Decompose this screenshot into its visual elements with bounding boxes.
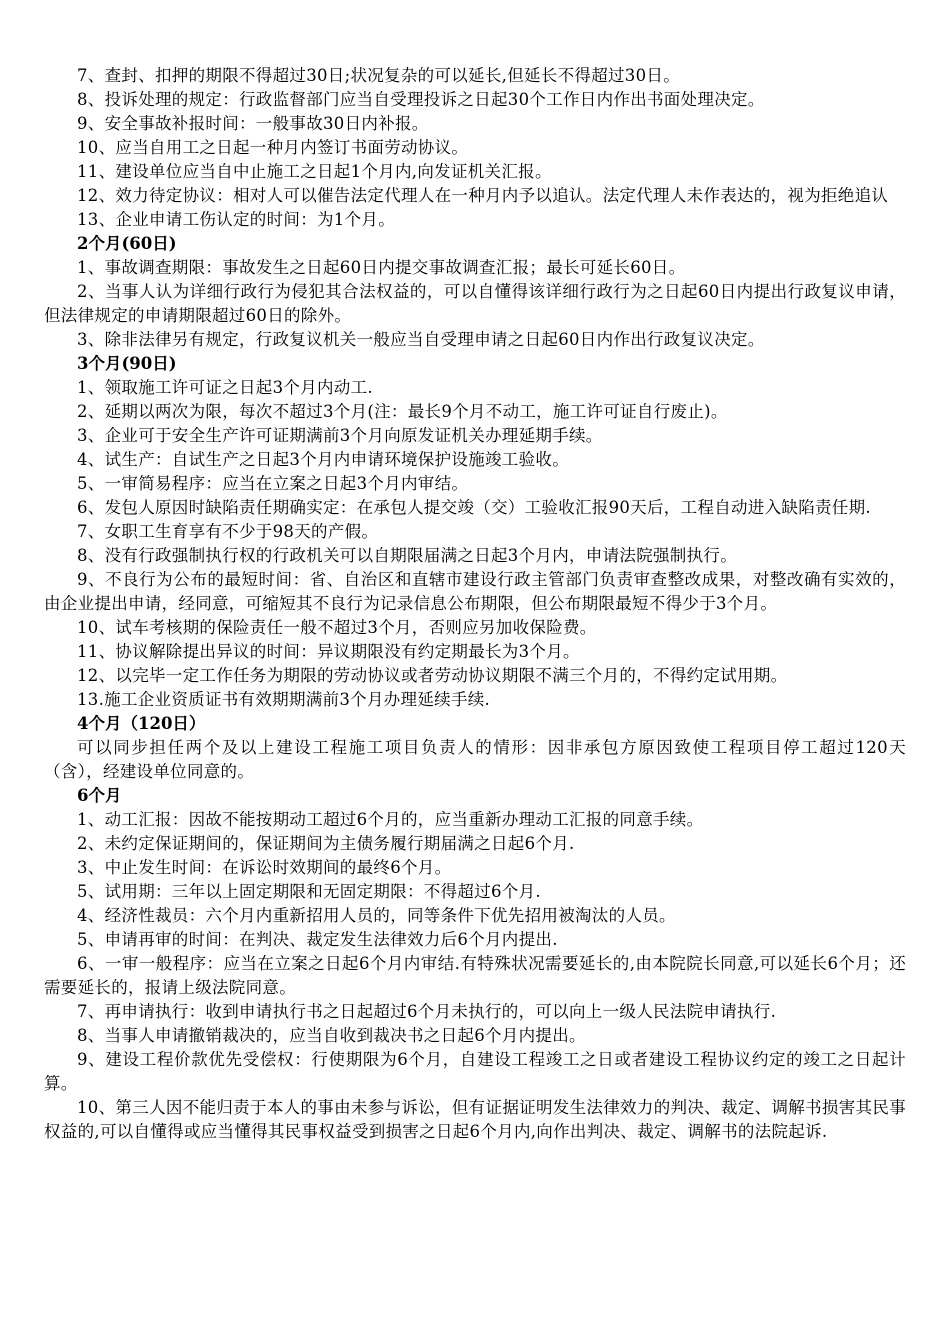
- document-paragraph: 1、领取施工许可证之日起3个月内动工.: [77, 378, 373, 397]
- document-paragraph: 10、试车考核期的保险责任一般不超过3个月，否则应另加收保险费。: [77, 618, 597, 637]
- section-heading: 4个月（120日）: [77, 714, 206, 733]
- section-heading: 6个月: [77, 786, 122, 805]
- document-paragraph: 13、企业申请工伤认定的时间：为1个月。: [77, 210, 395, 229]
- document-paragraph: 12、效力待定协议：相对人可以催告法定代理人在一种月内予以追认。法定代理人未作表达的，视为拒绝追认: [77, 186, 889, 205]
- document-paragraph: 8、投诉处理的规定：行政监督部门应当自受理投诉之日起30个工作日内作出书面处理决定。: [77, 90, 765, 109]
- document-paragraph: 9、安全事故补报时间：一般事故30日内补报。: [77, 114, 429, 133]
- document-paragraph: 2、当事人认为详细行政行为侵犯其合法权益的，可以自懂得该详细行政行为之日起60日内提出行政复议申请，但法律规定的申请期限超过60日的除外。: [44, 282, 906, 325]
- document-paragraph: 9、不良行为公布的最短时间：省、自治区和直辖市建设行政主管部门负责审查整改成果，对整改确有实效的，由企业提出申请，经同意，可缩短其不良行为记录信息公布期限，但公布期限最短不得少于3个月。: [44, 570, 906, 613]
- document-paragraph: 5、试用期：三年以上固定期限和无固定期限：不得超过6个月.: [77, 882, 541, 901]
- section-heading: 2个月(60日): [77, 234, 177, 253]
- document-paragraph: 6、发包人原因时缺陷责任期确实定：在承包人提交竣（交）工验收汇报90天后，工程自动进入缺陷责任期.: [77, 498, 871, 517]
- document-paragraph: 5、一审简易程序：应当在立案之日起3个月内审结。: [77, 474, 469, 493]
- document-paragraph: 1、动工汇报：因故不能按期动工超过6个月的，应当重新办理动工汇报的同意手续。: [77, 810, 704, 829]
- document-paragraph: 7、查封、扣押的期限不得超过30日;状况复杂的可以延长,但延长不得超过30日。: [77, 66, 680, 85]
- document-paragraph: 13.施工企业资质证书有效期期满前3个月办理延续手续.: [77, 690, 491, 709]
- document-paragraph: 5、申请再审的时间：在判决、裁定发生法律效力后6个月内提出.: [77, 930, 558, 949]
- document-paragraph: 3、企业可于安全生产许可证期满前3个月向原发证机关办理延期手续。: [77, 426, 603, 445]
- document-paragraph: 11、协议解除提出异议的时间：异议期限没有约定期最长为3个月。: [77, 642, 580, 661]
- document-paragraph: 2、未约定保证期间的，保证期间为主债务履行期届满之日起6个月.: [77, 834, 575, 853]
- document-paragraph: 7、女职工生育享有不少于98天的产假。: [77, 522, 379, 541]
- document-paragraph: 4、试生产：自试生产之日起3个月内申请环境保护设施竣工验收。: [77, 450, 569, 469]
- document-paragraph: 8、没有行政强制执行权的行政机关可以自期限届满之日起3个月内，申请法院强制执行。: [77, 546, 737, 565]
- document-paragraph: 4、经济性裁员：六个月内重新招用人员的，同等条件下优先招用被淘汰的人员。: [77, 906, 676, 925]
- document-paragraph: 6、一审一般程序：应当在立案之日起6个月内审结.有特殊状况需要延长的,由本院院长同意,可以延长6个月；还需要延长的，报请上级法院同意。: [44, 954, 906, 997]
- document-paragraph: 3、除非法律另有规定，行政复议机关一般应当自受理申请之日起60日内作出行政复议决定。: [77, 330, 765, 349]
- document-paragraph: 9、建设工程价款优先受偿权：行使期限为6个月，自建设工程竣工之日或者建设工程协议约定的竣工之日起计算。: [44, 1050, 906, 1093]
- document-paragraph: 10、第三人因不能归责于本人的事由未参与诉讼，但有证据证明发生法律效力的判决、裁定、调解书损害其民事权益的,可以自懂得或应当懂得其民事权益受到损害之日起6个月内,向作出判决、裁定、调解书的法院起诉.: [44, 1098, 906, 1141]
- document-paragraph: 1、事故调查期限：事故发生之日起60日内提交事故调查汇报；最长可延长60日。: [77, 258, 686, 277]
- document-paragraph: 3、中止发生时间：在诉讼时效期间的最终6个月。: [77, 858, 452, 877]
- document-paragraph: 2、延期以两次为限，每次不超过3个月(注：最长9个月不动工，施工许可证自行废止)。: [77, 402, 728, 421]
- document-paragraph: 可以同步担任两个及以上建设工程施工项目负责人的情形：因非承包方原因致使工程项目停工超过120天（含），经建设单位同意的。: [44, 738, 906, 781]
- document-paragraph: 12、以完毕一定工作任务为期限的劳动协议或者劳动协议期限不满三个月的，不得约定试用期。: [77, 666, 788, 685]
- document-paragraph: 7、再申请执行：收到申请执行书之日起超过6个月未执行的，可以向上一级人民法院申请执行.: [77, 1002, 777, 1021]
- section-heading: 3个月(90日): [77, 354, 177, 373]
- document-paragraph: 8、当事人申请撤销裁决的，应当自收到裁决书之日起6个月内提出。: [77, 1026, 586, 1045]
- document-paragraph: 10、应当自用工之日起一种月内签订书面劳动协议。: [77, 138, 469, 157]
- document-paragraph: 11、建设单位应当自中止施工之日起1个月内,向发证机关汇报。: [77, 162, 552, 181]
